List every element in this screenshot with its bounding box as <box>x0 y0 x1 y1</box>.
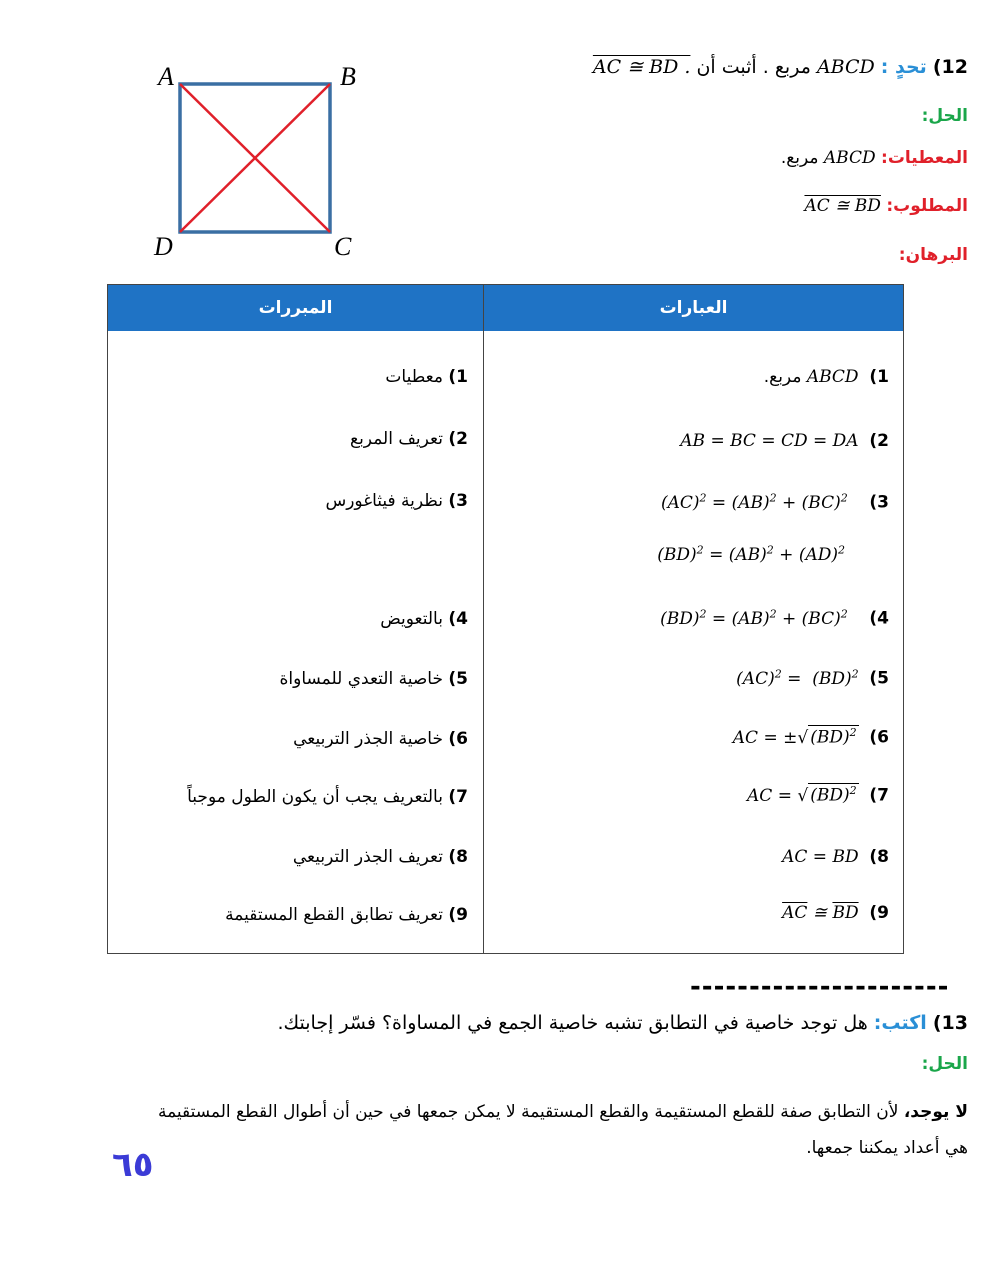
statement-1: 1) ABCD مربع. <box>763 367 889 387</box>
reason-3: 3) نظرية فيثاغورس <box>325 491 468 511</box>
reason-9: 9) تعريف تطابق القطع المستقيمة <box>225 905 468 925</box>
statement-2: AB = BC = CD = DA (2 <box>680 431 889 451</box>
q12-text-a: ABCD <box>816 56 875 78</box>
vertex-label-a: A <box>158 62 174 91</box>
q13-prompt <box>277 1012 968 1034</box>
givens-math: ABCD <box>823 148 876 168</box>
q13-text: هل توجد خاصية في التطابق تشبه خاصية الجمع في المساواة؟ فسّر إجابتك. <box>277 1012 868 1034</box>
statement-6: AC = ±√ (BD)$^2$ (6 <box>732 726 889 748</box>
q13-answer-bold: لا يوجد، <box>903 1102 968 1122</box>
q13-number: 13) <box>932 1012 968 1034</box>
reason-7: 7) بالتعريف يجب أن يكون الطول موجباً <box>187 787 468 807</box>
separator-dashes: ---------------------- <box>690 972 950 1002</box>
vertex-label-d: D <box>154 232 173 261</box>
q13-answer <box>28 1094 968 1166</box>
q12-tag: تحدٍ : <box>880 56 927 78</box>
statement-4: (BD)$^2$ = (AB)$^2$ + (BC)$^2$ (4 <box>660 607 889 629</box>
q12-text-b: مربع . أثبت أن <box>690 56 811 78</box>
givens-label: المعطيات: <box>881 148 968 168</box>
statement-3: (AC)$^2$ = (AB)$^2$ + (BC)$^2$ (3 <box>660 491 889 513</box>
statement-5: (AC)$^2$ = (BD)$^2$ (5 <box>736 667 889 689</box>
q13-answer-line1: لأن التطابق صفة للقطع المستقيمة والقطع المستقيمة لا يمكن جمعها في حين أن أطوال القطع المستقيمة <box>157 1102 904 1122</box>
header-reasons: المبررات <box>108 285 483 331</box>
givens-text: مربع. <box>780 148 819 168</box>
q12-required <box>804 196 968 216</box>
q13-solution-label: الحل: <box>921 1054 968 1074</box>
header-statements: العبارات <box>484 285 903 331</box>
reason-8: 8) تعريف الجذر التربيعي <box>292 847 468 867</box>
page-number: ٦٥ <box>112 1145 154 1185</box>
q12-prompt <box>593 56 968 78</box>
statement-3b: (BD)$^2$ = (AB)$^2$ + (AD)$^2$ <box>657 543 845 565</box>
vertex-label-c: C <box>334 232 352 261</box>
reason-1: 1) معطيات <box>385 367 468 387</box>
statement-7: AC = √ (BD)$^2$ (7 <box>747 784 889 806</box>
required-label: المطلوب: <box>886 196 968 216</box>
reason-6: 6) خاصية الجذر التربيعي <box>293 729 468 749</box>
required-math: AC ≅ BD <box>804 196 881 216</box>
column-divider <box>483 285 484 953</box>
reason-5: 5) خاصية التعدي للمساواة <box>279 669 468 689</box>
reason-4: 4) بالتعويض <box>380 609 468 629</box>
reason-2: 2) تعريف المربع <box>350 429 468 449</box>
proof-table <box>107 284 904 954</box>
q12-text-c: AC ≅ BD . <box>592 56 691 78</box>
q12-solution-label: الحل: <box>921 106 968 126</box>
vertex-label-b: B <box>340 62 356 91</box>
statement-8: AC = BD (8 <box>782 847 889 867</box>
statement-9: $\overline{AC}$ ≅ $\overline{BD}$ (9 <box>782 903 889 923</box>
q12-givens <box>781 148 968 168</box>
q12-number: 12) <box>932 56 968 78</box>
square-figure <box>150 55 370 265</box>
q12-proof-label: البرهان: <box>898 245 968 265</box>
q13-tag: اكتب: <box>873 1012 927 1034</box>
q13-answer-line2: هي أعداد يمكننا جمعها. <box>806 1138 968 1158</box>
